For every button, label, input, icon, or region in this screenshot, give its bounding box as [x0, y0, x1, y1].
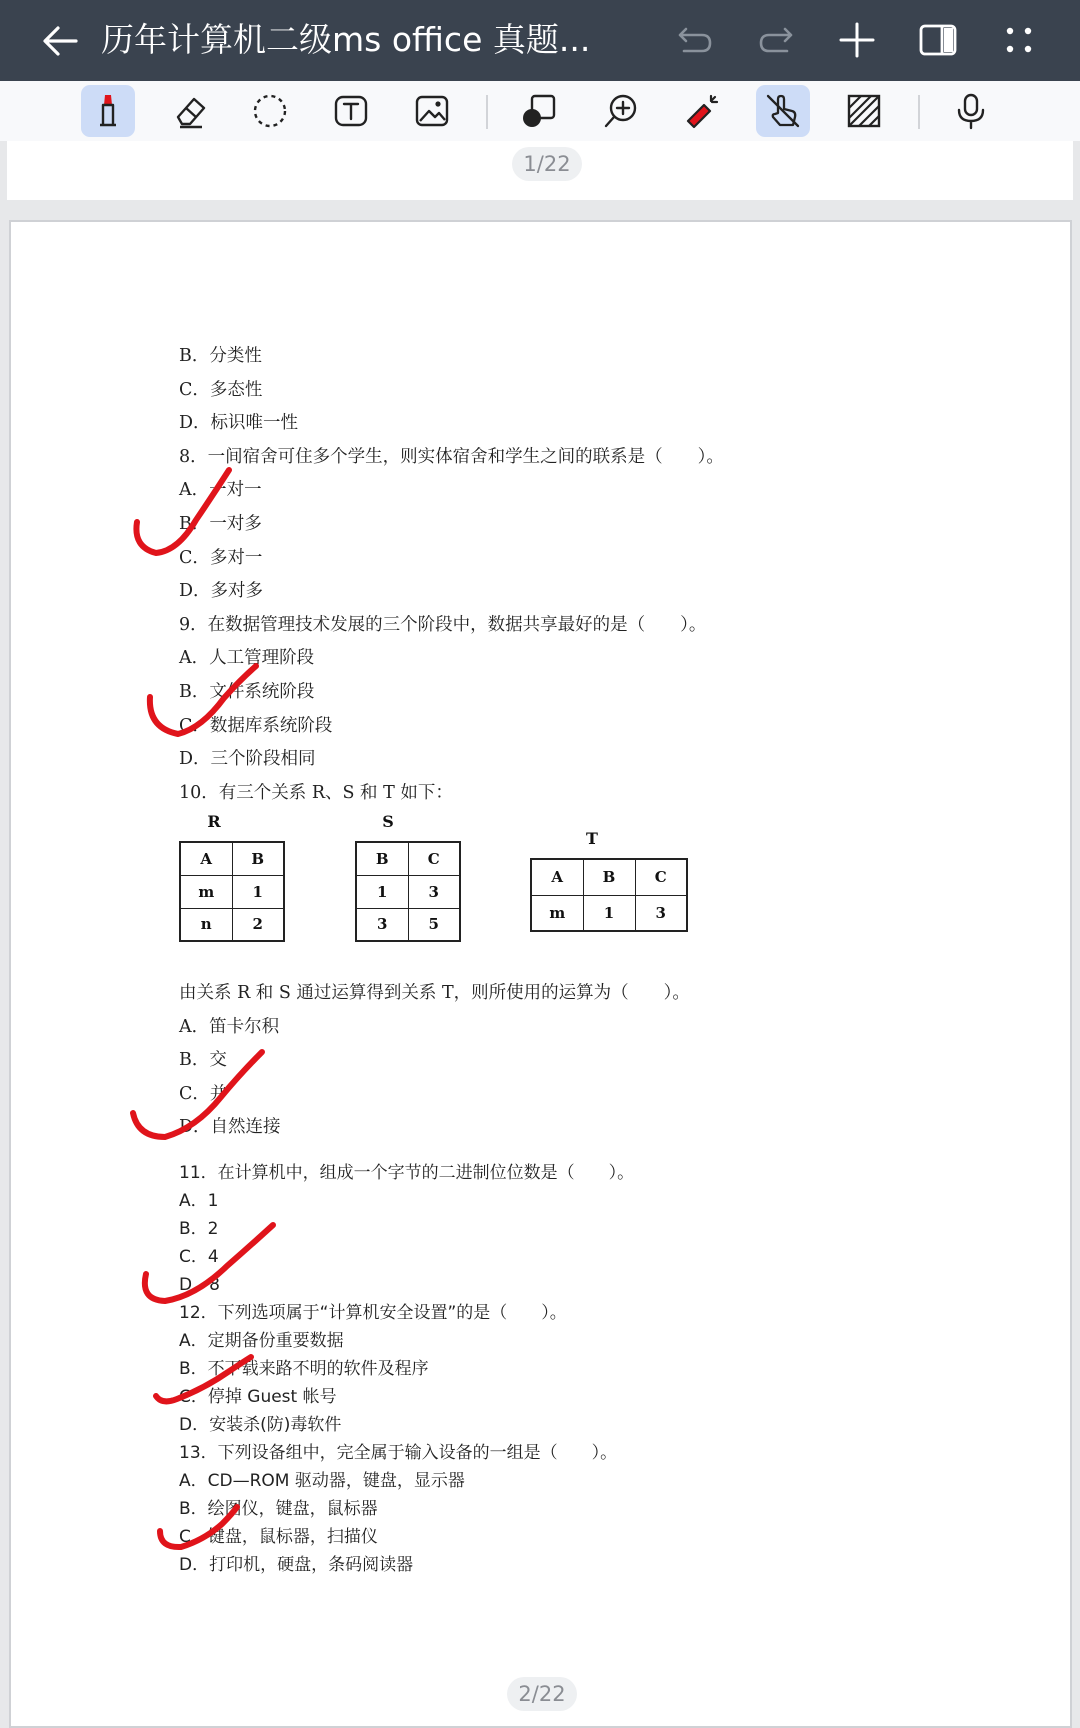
- table-cell: m: [531, 895, 583, 931]
- zoom-tool[interactable]: [594, 85, 648, 137]
- plus-icon[interactable]: [834, 17, 880, 63]
- option-line: A．一对一: [179, 480, 262, 500]
- text-box-icon: [331, 91, 371, 131]
- relation-t-table: [530, 858, 688, 932]
- option-line: A．CD—ROM 驱动器，键盘，显示器: [179, 1471, 465, 1491]
- table-cell: B: [356, 842, 408, 875]
- question-line: 13．下列设备组中，完全属于输入设备的一组是（ ）。: [179, 1443, 618, 1463]
- table-cell: A: [531, 859, 583, 895]
- previous-page: [7, 141, 1073, 200]
- laser-pointer-icon: [682, 91, 722, 131]
- side-panel-icon[interactable]: [915, 17, 961, 63]
- table-cell: C: [408, 842, 460, 875]
- text-box-tool[interactable]: [324, 85, 378, 137]
- option-line: A．1: [179, 1191, 219, 1211]
- relation-s-table: [355, 841, 461, 942]
- option-line: C．键盘，鼠标器，扫描仪: [179, 1527, 378, 1547]
- option-line: C．并: [179, 1084, 228, 1104]
- pattern-tool[interactable]: [837, 85, 891, 137]
- table-cell: C: [635, 859, 687, 895]
- microphone-icon: [951, 91, 991, 131]
- table-cell: A: [180, 842, 232, 875]
- relation-t-caption: [509, 829, 675, 851]
- option-line: A．笛卡尔积: [179, 1017, 280, 1037]
- question-line: 由关系 R 和 S 通过运算得到关系 T，则所使用的运算为（ ）。: [179, 983, 690, 1003]
- option-line: C．多对一: [179, 548, 263, 568]
- question-line: 12．下列选项属于“计算机安全设置”的是（ ）。: [179, 1303, 567, 1323]
- option-line: C．4: [179, 1247, 219, 1267]
- question-line: 11．在计算机中，组成一个字节的二进制位位数是（ ）。: [179, 1163, 635, 1183]
- relation-s-name: S: [382, 812, 394, 831]
- relation-s-caption: [333, 812, 443, 834]
- option-line: D．安装杀(防)毒软件: [179, 1415, 342, 1435]
- relation-t-name: T: [586, 829, 598, 848]
- option-line: D．8: [179, 1275, 220, 1295]
- image-icon: [412, 91, 452, 131]
- page-indicator: 1/22: [512, 147, 582, 181]
- document-title: 历年计算机二级ms office 真题...: [101, 20, 591, 59]
- option-line: D．三个阶段相同: [179, 749, 316, 769]
- toolbar-divider: [486, 95, 488, 129]
- option-line: D．打印机，硬盘，条码阅读器: [179, 1555, 414, 1575]
- option-line: D．自然连接: [179, 1117, 281, 1137]
- option-line: D．多对多: [179, 581, 264, 601]
- image-tool[interactable]: [405, 85, 459, 137]
- table-cell: 2: [232, 908, 284, 941]
- document-page: [9, 220, 1072, 1728]
- option-line: B．不下载来路不明的软件及程序: [179, 1359, 429, 1379]
- table-cell: n: [180, 908, 232, 941]
- touch-pen-tool[interactable]: [756, 85, 810, 137]
- option-line: B．一对多: [179, 514, 262, 534]
- toolbar-divider: [918, 95, 920, 129]
- highlighter-icon: [88, 91, 128, 131]
- table-cell: B: [583, 859, 635, 895]
- table-cell: B: [232, 842, 284, 875]
- pattern-icon: [844, 91, 884, 131]
- table-cell: 5: [408, 908, 460, 941]
- question-line: 10．有三个关系 R、S 和 T 如下：: [179, 783, 453, 803]
- highlighter-tool[interactable]: [81, 85, 135, 137]
- eraser-tool[interactable]: [163, 85, 217, 137]
- lasso-tool[interactable]: [243, 85, 297, 137]
- table-cell: 1: [232, 875, 284, 908]
- table-cell: 1: [356, 875, 408, 908]
- back-arrow-icon[interactable]: [38, 19, 82, 63]
- shape-tool[interactable]: [512, 85, 566, 137]
- table-cell: 3: [356, 908, 408, 941]
- table-cell: m: [180, 875, 232, 908]
- option-line: D．标识唯一性: [179, 413, 299, 433]
- option-line: C．多态性: [179, 380, 263, 400]
- lasso-select-icon: [250, 91, 290, 131]
- option-line: C．停掉 Guest 帐号: [179, 1387, 337, 1407]
- tool-bar: [0, 81, 1080, 141]
- zoom-add-icon: [601, 91, 641, 131]
- table-cell: 3: [408, 875, 460, 908]
- option-line: B．交: [179, 1050, 227, 1070]
- page-indicator: 2/22: [507, 1677, 577, 1711]
- table-cell: 1: [583, 895, 635, 931]
- undo-icon[interactable]: [672, 17, 718, 63]
- table-cell: 3: [635, 895, 687, 931]
- question-line: 9．在数据管理技术发展的三个阶段中，数据共享最好的是（ ）。: [179, 615, 707, 635]
- option-line: B．绘图仪，键盘，鼠标器: [179, 1499, 378, 1519]
- option-line: B．分类性: [179, 346, 262, 366]
- laser-tool[interactable]: [675, 85, 729, 137]
- relation-r-name: R: [207, 812, 221, 831]
- option-line: A．人工管理阶段: [179, 648, 315, 668]
- more-dots-icon[interactable]: [996, 17, 1042, 63]
- option-line: A．定期备份重要数据: [179, 1331, 344, 1351]
- option-line: B．2: [179, 1219, 219, 1239]
- relation-r-caption: [159, 812, 269, 834]
- voice-tool[interactable]: [944, 85, 998, 137]
- relation-r-table: [179, 841, 285, 942]
- eraser-icon: [170, 91, 210, 131]
- question-line: 8．一间宿舍可住多个学生，则实体宿舍和学生之间的联系是（ ）。: [179, 447, 724, 467]
- shape-icon: [519, 91, 559, 131]
- option-line: B．文件系统阶段: [179, 682, 315, 702]
- option-line: C．数据库系统阶段: [179, 716, 333, 736]
- redo-icon[interactable]: [753, 17, 799, 63]
- top-bar: [0, 0, 1080, 81]
- touch-pen-icon: [763, 91, 803, 131]
